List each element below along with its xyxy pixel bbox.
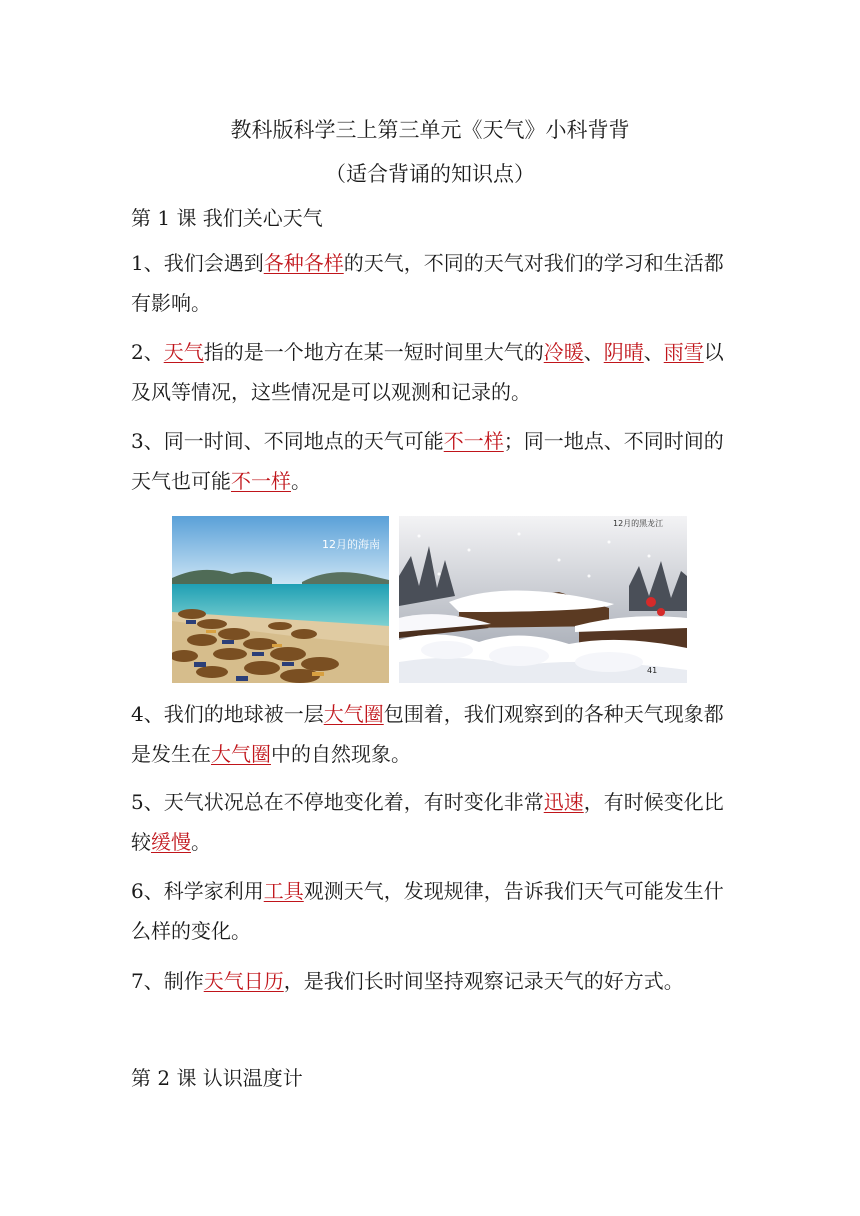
text: 么样的变化。 — [131, 919, 251, 943]
text: 4、我们的地球被一层 — [131, 702, 324, 726]
key-term: 雨雪 — [663, 340, 704, 364]
key-term: 缓慢 — [151, 830, 191, 854]
text: 、 — [583, 340, 604, 364]
key-term: 天气 — [163, 340, 204, 364]
point-4 — [131, 694, 731, 774]
text: 5、天气状况总在不停地变化着，有时变化非常 — [131, 790, 544, 814]
image-corner-number: 41 — [647, 666, 658, 675]
text: 3、同一时间、不同地点的天气可能 — [131, 429, 444, 453]
point-3 — [131, 421, 731, 501]
text: 6、科学家利用 — [131, 879, 264, 903]
key-term: 天气日历 — [203, 969, 284, 993]
heilongjiang-snow-image — [399, 516, 687, 683]
lesson-heading-text: 第 2 课 认识温度计 — [131, 1066, 303, 1090]
text: 。 — [291, 469, 311, 493]
hainan-caption: 12月的海南 — [322, 538, 380, 551]
heilongjiang-caption: 12月的黑龙江 — [613, 519, 664, 528]
text: 指的是一个地方在某一短时间里大气的 — [203, 340, 544, 364]
text: ，是我们长时间坚持观察记录天气的好方式。 — [283, 969, 684, 993]
key-term: 不一样 — [443, 429, 504, 453]
key-term: 冷暖 — [543, 340, 584, 364]
key-term: 迅速 — [543, 790, 584, 814]
point-6 — [131, 871, 731, 951]
key-term: 工具 — [263, 879, 304, 903]
text: 包围着，我们观察到的各种天气现象都 — [383, 702, 724, 726]
lesson-heading-text: 第 1 课 我们关心天气 — [131, 206, 323, 230]
text: 天气也可能 — [131, 469, 231, 493]
text: 以 — [703, 340, 724, 364]
text: 。 — [191, 830, 211, 854]
text: 2、 — [131, 340, 164, 364]
text: 1、我们会遇到 — [131, 251, 264, 275]
key-term: 阴晴 — [603, 340, 644, 364]
text: 及风等情况，这些情况是可以观测和记录的。 — [131, 380, 531, 404]
text: ，有时候变化比 — [583, 790, 724, 814]
text: 观测天气，发现规律，告诉我们天气可能发生什 — [303, 879, 724, 903]
lesson2-heading — [131, 1058, 731, 1098]
text: 中的自然现象。 — [271, 742, 411, 766]
key-term: 大气圈 — [323, 702, 384, 726]
key-term: 大气圈 — [211, 742, 271, 766]
point-5 — [131, 782, 731, 862]
text: 、 — [643, 340, 664, 364]
text: 是发生在 — [131, 742, 211, 766]
hainan-beach-image — [172, 516, 389, 683]
key-term: 不一样 — [231, 469, 291, 493]
weather-comparison-images — [172, 516, 687, 683]
key-term: 各种各样 — [263, 251, 344, 275]
text: 有影响。 — [131, 291, 211, 315]
point-2 — [131, 332, 731, 412]
point-1 — [131, 243, 731, 323]
document-subtitle: （适合背诵的知识点） — [325, 162, 535, 186]
text: 7、制作 — [131, 969, 204, 993]
point-7 — [131, 961, 731, 1001]
text: 较 — [131, 830, 151, 854]
lesson1-heading — [131, 198, 731, 238]
text: ；同一地点、不同时间的 — [503, 429, 724, 453]
document-title: 教科版科学三上第三单元《天气》小科背背 — [230, 118, 630, 142]
text: 的天气，不同的天气对我们的学习和生活都 — [343, 251, 724, 275]
